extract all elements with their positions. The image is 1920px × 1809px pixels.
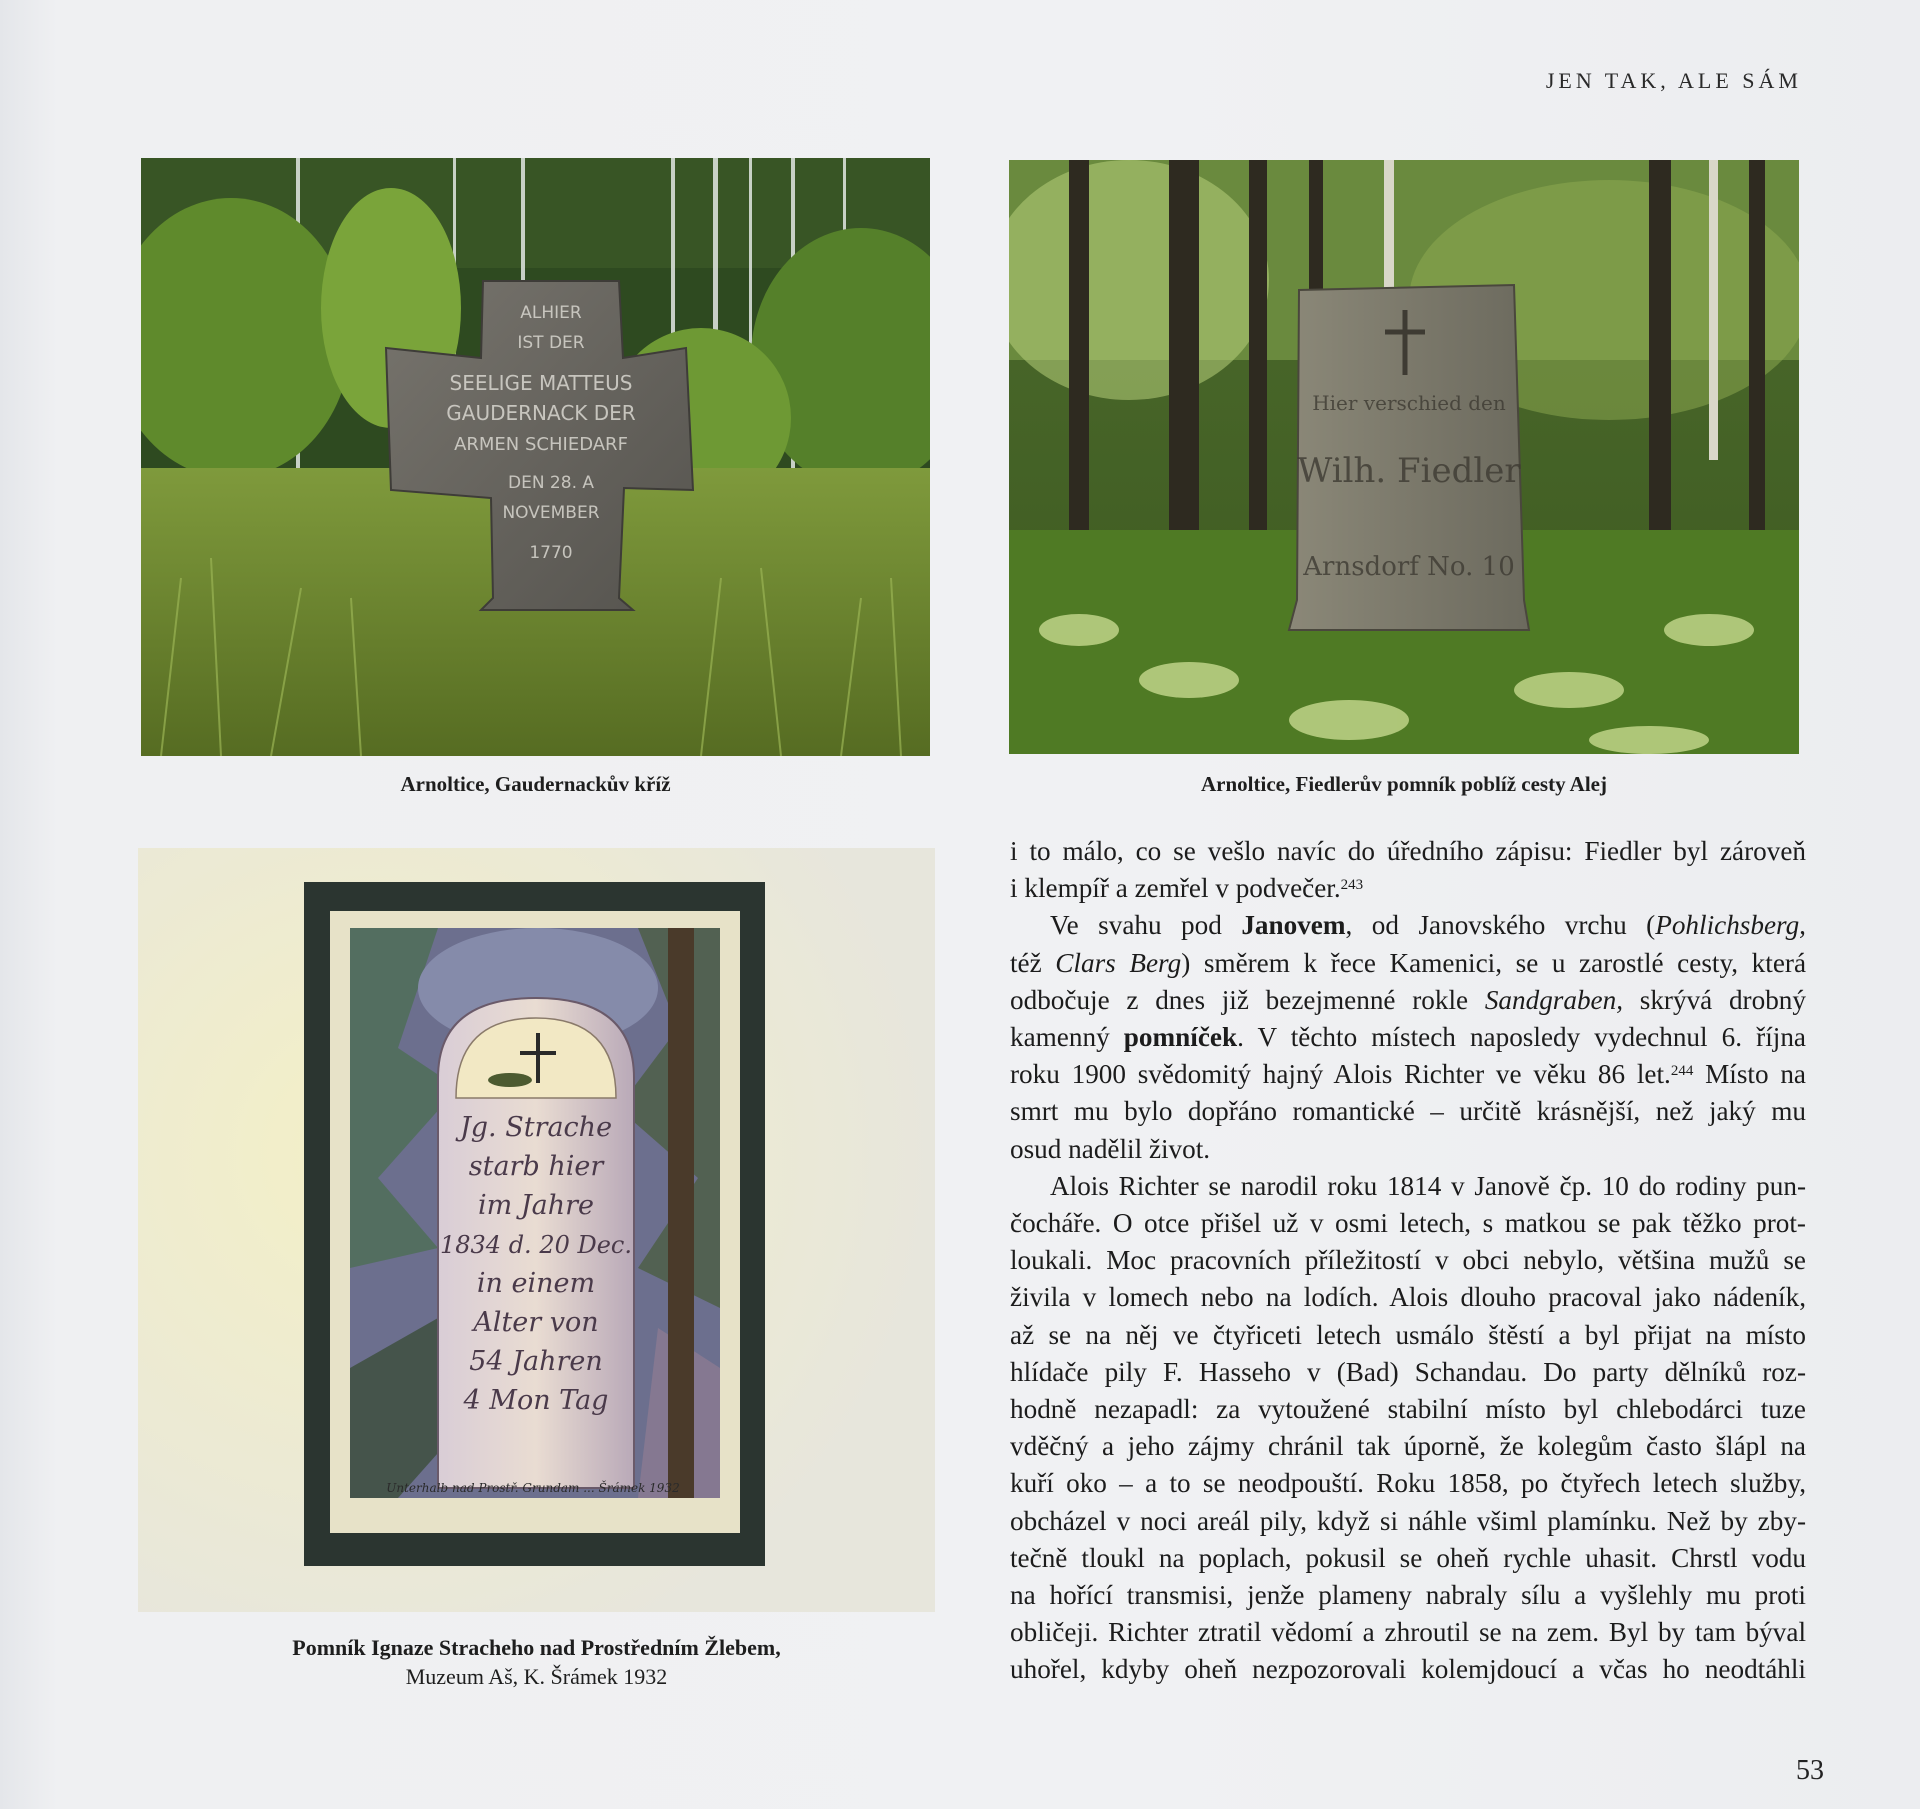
- page-number: 53: [1796, 1755, 1824, 1786]
- footnote-ref-244: 244: [1670, 1063, 1694, 1080]
- text-line: obličeji. Richter ztratil vědomí a zhroutil se na zem. Byl by tam býval: [1010, 1617, 1806, 1648]
- caption-strache-title: Pomník Ignaze Stracheho nad Prostředním Žlebem,: [292, 1635, 781, 1660]
- text-line: odbočuje z dnes již bezejmenné rokle Sandgraben, skrývá drobný: [1010, 984, 1806, 1015]
- watercolor-signature: Unterhalb nad Prostř. Grundam ... Šrámek 1932: [386, 1481, 680, 1495]
- text-line: na hořící transmisi, jenže plameny nabraly sílu a vyšlehly mu proti: [1010, 1580, 1806, 1611]
- text-line: čocháře. O otce přišel už v osmi letech, s matkou se pak těžko prot-: [1010, 1208, 1806, 1239]
- text-line: Ve svahu pod Janovem, od Janovského vrchu (Pohlichsberg,: [1050, 910, 1806, 941]
- caption-fiedler-memorial: Arnoltice, Fiedlerův pomník poblíž cesty Alej: [1201, 772, 1607, 796]
- text-line: hlídače pily F. Hasseho v (Bad) Schandau. Do party dělníků roz-: [1010, 1356, 1806, 1387]
- text-line: kuří oko – a to se neodpouští. Roku 1858, po čtyřech letech služby,: [1010, 1468, 1806, 1499]
- text-line: až se na něj ve čtyřiceti letech usmálo štěstí a byl přijat na místo: [1010, 1319, 1806, 1350]
- svg-text:Arnsdorf No. 10: Arnsdorf No. 10: [1303, 552, 1515, 582]
- svg-text:NOVEMBER: NOVEMBER: [502, 503, 600, 523]
- body-text-column: [1010, 833, 1806, 1689]
- watercolor-line: 4 Mon Tag: [463, 1385, 609, 1416]
- watercolor-line: im Jahre: [477, 1190, 595, 1221]
- text-line: osud nadělil život.: [1010, 1133, 1211, 1164]
- photo-fiedler-memorial: [1009, 160, 1799, 754]
- caption-strache-memorial: [138, 1633, 935, 1691]
- watercolor-line: Jg. Strache: [459, 1112, 613, 1143]
- footnote-ref-243: 243: [1340, 877, 1364, 894]
- watercolor-line: 54 Jahren: [469, 1346, 603, 1377]
- text-line: tečně tloukl na poplach, pokusil se oheň rychle uhasit. Chrstl vodu: [1010, 1542, 1806, 1573]
- text-line: hodně nezapadl: za vytoužené stabilní místo byl chlebodárci tuze: [1010, 1394, 1806, 1425]
- watercolor-line: in einem: [476, 1268, 596, 1299]
- bold-pomnicek: pomníček: [1123, 1022, 1238, 1053]
- bold-janovem: Janovem: [1241, 910, 1346, 941]
- text-line: obcházel v noci areál pily, když si náhle všiml plamínku. Než by zby-: [1010, 1505, 1806, 1536]
- text-line: i to málo, co se vešlo navíc do úředního zápisu: Fiedler byl zároveň: [1010, 836, 1806, 866]
- caption-gaudernack-cross: Arnoltice, Gaudernackův kříž: [400, 772, 671, 796]
- text-line: uhořel, kdyby oheň nezpozorovali kolemjdoucí a včas ho neodtáhli: [1010, 1654, 1806, 1685]
- watercolor-line: Alter von: [473, 1307, 599, 1338]
- running-head: JEN TAK, ALE SÁM: [1545, 68, 1802, 93]
- text-line: kamenný pomníček. V těchto místech naposledy vydechnul 6. října: [1010, 1022, 1806, 1053]
- svg-text:ARMEN SCHIEDARF: ARMEN SCHIEDARF: [454, 434, 628, 455]
- svg-text:ALHIER: ALHIER: [520, 303, 582, 323]
- watercolor-line: 1834 d. 20 Dec.: [439, 1231, 633, 1259]
- svg-text:SEELIGE MATTEUS: SEELIGE MATTEUS: [449, 371, 633, 395]
- svg-text:Wilh. Fiedler: Wilh. Fiedler: [1297, 451, 1521, 491]
- text-line: roku 1900 svědomitý hajný Alois Richter ve věku 86 let.$^{244}$ Místo na: [1010, 1059, 1806, 1090]
- italic-clars-berg: Clars Berg: [1055, 947, 1182, 978]
- svg-text:Hier verschied den: Hier verschied den: [1312, 391, 1506, 415]
- watercolor-line: starb hier: [468, 1151, 604, 1182]
- text-line: též Clars Berg) směrem k řece Kamenici, se u zarostlé cesty, která: [1010, 947, 1807, 978]
- photo-gaudernack-cross: [141, 158, 930, 756]
- svg-text:1770: 1770: [529, 543, 573, 563]
- italic-pohlichsberg: Pohlichsberg,: [1655, 910, 1806, 941]
- svg-text:GAUDERNACK DER: GAUDERNACK DER: [446, 401, 636, 425]
- text-line: loukali. Moc pracovních příležitostí v obci nebylo, většina mužů se: [1010, 1245, 1806, 1276]
- svg-text:IST DER: IST DER: [517, 333, 585, 353]
- caption-strache-source: Muzeum Aš, K. Šrámek 1932: [405, 1664, 668, 1689]
- italic-sandgraben: Sandgraben,: [1484, 984, 1624, 1015]
- text-line: Alois Richter se narodil roku 1814 v Janově čp. 10 do rodiny pun-: [1050, 1170, 1806, 1201]
- text-line: živila v lomech nebo na lodích. Alois dlouho pracoval jako nádeník,: [1010, 1282, 1806, 1313]
- watercolor-strache-memorial: [138, 848, 935, 1612]
- text-line: i klempíř a zemřel v podvečer.$^{243}$: [1010, 873, 1364, 904]
- text-line: smrt mu bylo dopřáno romantické – určitě krásnější, než jaký mu: [1010, 1096, 1806, 1127]
- text-line: vděčný a jeho zájmy chránil tak úporně, že kolegům často šlápl na: [1010, 1431, 1806, 1462]
- svg-text:DEN 28. A: DEN 28. A: [507, 473, 595, 493]
